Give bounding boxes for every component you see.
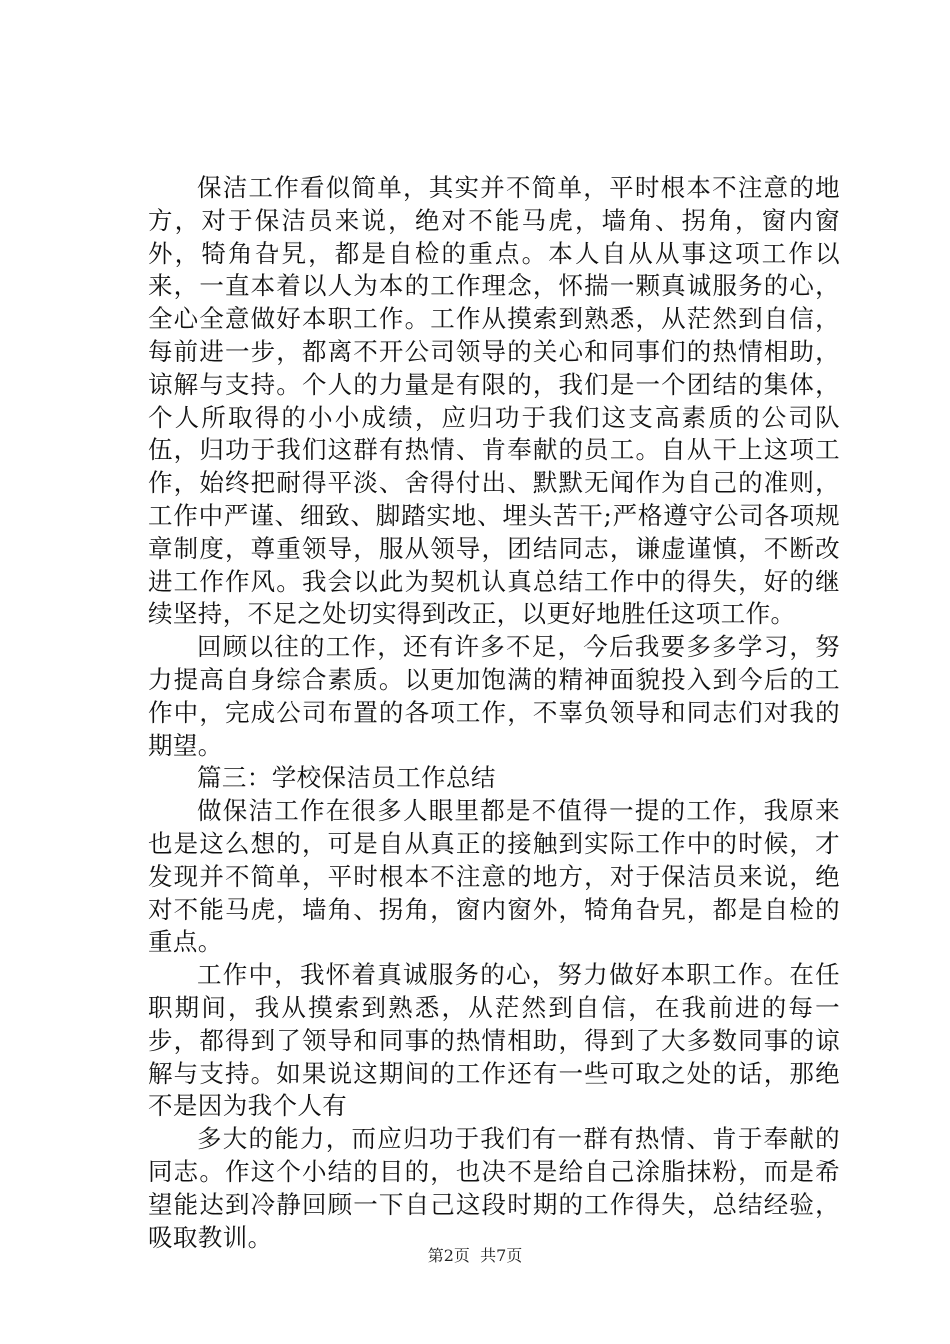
document-body	[148, 172, 840, 1254]
paragraph-2: 回顾以往的工作，还有许多不足，今后我要多多学习，努力提高自身综合素质。以更加饱满的精神面貌投入到今后的工作中，完成公司布置的各项工作，不辜负领导和同志们对我的期望。	[148, 632, 840, 760]
paragraph-1: 保洁工作看似简单，其实并不简单，平时根本不注意的地方，对于保洁员来说，绝对不能马虎，墙角、拐角，窗内窗外，犄角旮旯，都是自检的重点。本人自从从事这项工作以来，一直本着以人为本的工作理念，怀揣一颗真诚服务的心，全心全意做好本职工作。工作从摸索到熟悉，从茫然到自信，每前进一步，都离不开公司领导的关心和同事们的热情相助，谅解与支持。个人的力量是有限的，我们是一个团结的集体，个人所取得的小小成绩，应归功于我们这支高素质的公司队伍，归功于我们这群有热情、肯奉献的员工。自从干上这项工作，始终把耐得平淡、舍得付出、默默无闻作为自己的准则，工作中严谨、细致、脚踏实地、埋头苦干;严格遵守公司各项规章制度，尊重领导，服从领导，团结同志，谦虚谨慎，不断改进工作作风。我会以此为契机认真总结工作中的得失，好的继续坚持，不足之处切实得到改正，以更好地胜任这项工作。	[148, 173, 840, 629]
footer-separator	[470, 1246, 480, 1265]
paragraph-5: 多大的能力，而应归功于我们有一群有热情、肯于奉献的同志。作这个小结的目的，也决不是给自己涂脂抹粉，而是希望能达到冷静回顾一下自己这段时期的工作得失，总结经验，吸取教训。	[148, 1124, 840, 1252]
page-footer	[0, 1246, 950, 1266]
paragraph-3: 做保洁工作在很多人眼里都是不值得一提的工作，我原来也是这么想的，可是自从真正的接触到实际工作中的时候，才发现并不简单，平时根本不注意的地方，对于保洁员来说，绝对不能马虎，墙角、拐角，窗内窗外，犄角旮旯，都是自检的重点。	[148, 796, 840, 957]
page-number: 第2页	[427, 1246, 470, 1265]
page-total: 共7页	[480, 1246, 523, 1265]
section-heading: 篇三：学校保洁员工作总结	[197, 763, 496, 793]
paragraph-4: 工作中，我怀着真诚服务的心，努力做好本职工作。在任职期间，我从摸索到熟悉，从茫然到自信，在我前进的每一步，都得到了领导和同事的热情相助，得到了大多数同事的谅解与支持。如果说这期间的工作还有一些可取之处的话，那绝不是因为我个人有	[148, 960, 840, 1121]
